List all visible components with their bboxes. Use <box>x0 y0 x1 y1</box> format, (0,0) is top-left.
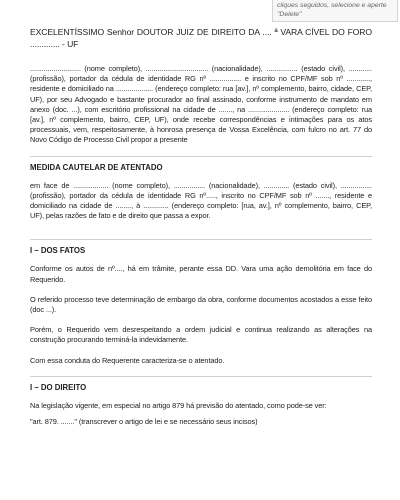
section-facts-heading: I – DOS FATOS <box>30 239 372 256</box>
qualification-paragraph: .......................... (nome completo), ................................ (nacionalidade), ................ (estado civil), ............ (profissão), portador da cédula de identidade RG nº ................ e inscrito no CPF/MF sob nº ............, residente e domiciliado na ................... (endereço completo: rua [av.], nº complemento, bairro, cidade, CEP, UF), por seu Advogado e bastante procurador ao final assinado, conforme instrumento de mandato em anexo (doc. ...), com escritório profissional na cidade de ......., na ..................... (endereço completo: rua [av.], nº complemento, bairro, CEP, UF), onde recebe correspondências e intimações para os atos processuais, vem, respeitosamente, à honrosa presença de Vossa Excelência, com fulcro no art. 77 do Novo Código de Processo Civil propor a presente <box>30 64 372 145</box>
facts-paragraph-2: O referido processo teve determinação de embargo da obra, conforme documentos acostados a esse feito (doc ...). <box>30 294 372 315</box>
instruction-note: cliques seguidos, selecione e aperte "Delete" <box>272 0 398 22</box>
facts-paragraph-4: Com essa conduta do Requerente caracteriza-se o atentado. <box>30 355 225 365</box>
document-content <box>30 26 372 433</box>
section-law-heading: I – DO DIREITO <box>30 376 372 393</box>
petition-header: EXCELENTÍSSIMO Senhor DOUTOR JUIZ DE DIREITO DA .... ª VARA CÍVEL DO FORO ............. - UF <box>30 27 372 49</box>
law-paragraph-1: Na legislação vigente, em especial no artigo 879 há previsão do atentado, como pode-se ver: <box>30 400 327 410</box>
law-paragraph-2: "art. 879. ......." (transcrever o artigo de lei e se necessário seus incisos) <box>30 417 258 427</box>
petition-title: MEDIDA CAUTELAR DE ATENTADO <box>30 156 372 173</box>
facts-paragraph-1: Conforme os autos de nº...., há em trâmite, perante essa DD. Vara uma ação demolitória em face do Requerido. <box>30 264 372 284</box>
facts-paragraph-3: Porém, o Requerido vem desrespeitando a ordem judicial e continua realizando as alterações na construção procurando terminá-la indevidamente. <box>30 325 372 345</box>
defendant-paragraph: em face de .................. (nome completo), ................ (nacionalidade), ............. (estado civil), ................ (profissão), portador da cédula de identidade RG nº....., inscrito no CPF/MF sob nº ......., residente e domiciliado na cidade de ........, à ............. (endereço completo: [rua, av.], nº complemento, bairro, CEP, UF), pelas razões de fato e de direito que passa a expor. <box>30 180 372 221</box>
